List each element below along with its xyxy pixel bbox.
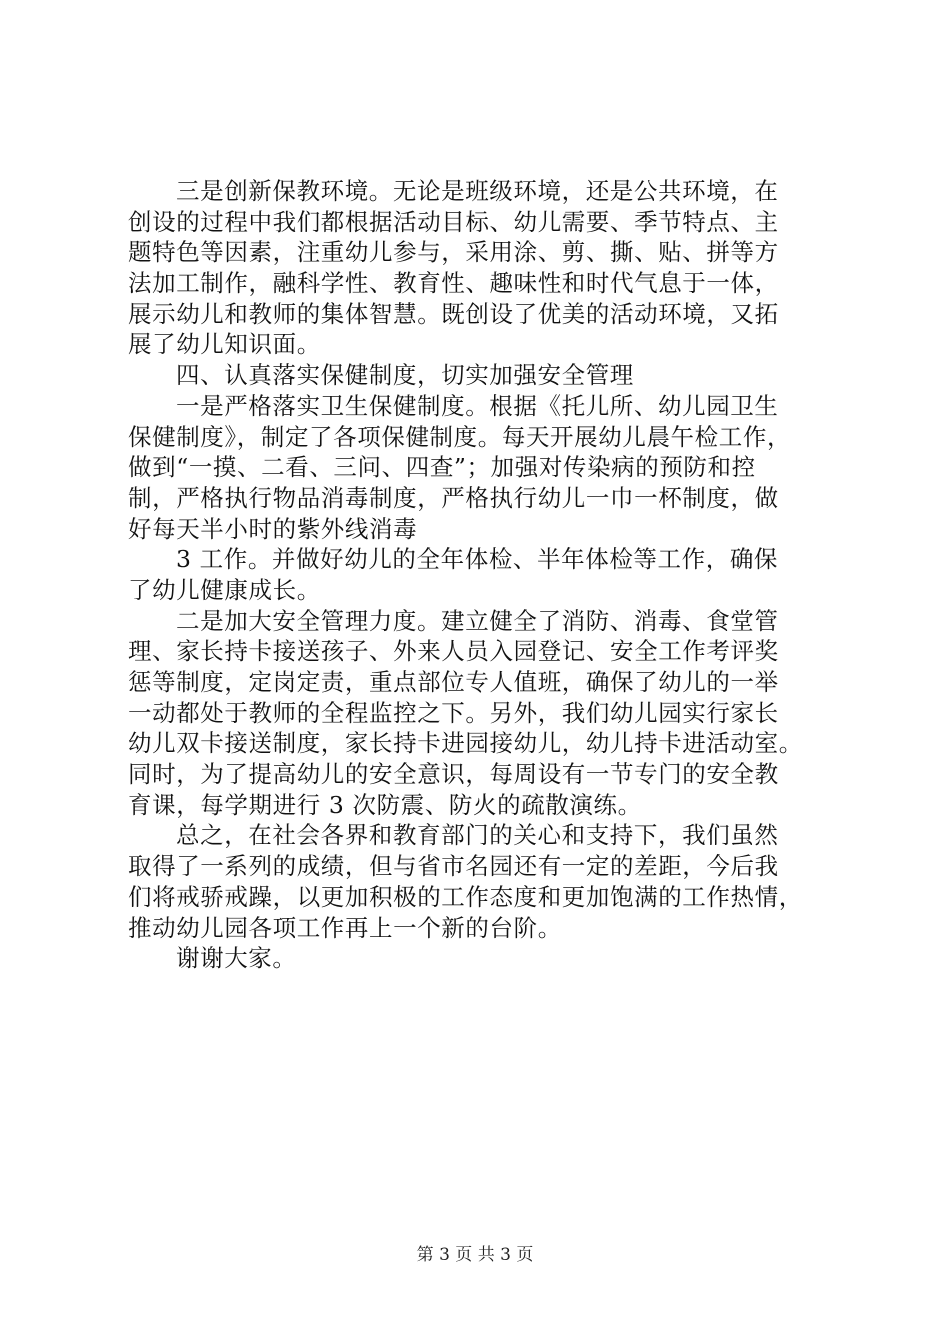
page-number-footer: 第 3 页 共 3 页 — [416, 1245, 534, 1265]
paragraph-line: 题特色等因素，注重幼儿参与，采用涂、剪、撕、贴、拼等方 — [128, 238, 779, 267]
paragraph-line: 法加工制作，融科学性、教育性、趣味性和时代气息于一体， — [128, 269, 779, 298]
document-body — [128, 176, 838, 974]
paragraph-line: 了幼儿健康成长。 — [128, 575, 321, 604]
paragraph-line: 取得了一系列的成绩，但与省市名园还有一定的差距，今后我 — [128, 852, 779, 881]
paragraph-line: 保健制度》，制定了各项保健制度。每天开展幼儿晨午检工作， — [128, 422, 792, 451]
paragraph-line: 3 工作。并做好幼儿的全年体检、半年体检等工作，确保 — [176, 545, 779, 574]
paragraph-line: 一动都处于教师的全程监控之下。另外，我们幼儿园实行家长 — [128, 698, 779, 727]
paragraph-line: 一是严格落实卫生保健制度。根据《托儿所、幼儿园卫生 — [176, 391, 779, 420]
paragraph-line: 总之，在社会各界和教育部门的关心和支持下，我们虽然 — [176, 821, 779, 850]
paragraph-line: 同时，为了提高幼儿的安全意识，每周设有一节专门的安全教 — [128, 760, 779, 789]
paragraph-line: 们将戒骄戒躁，以更加积极的工作态度和更加饱满的工作热情， — [128, 882, 803, 911]
paragraph-line: 理、家长持卡接送孩子、外来人员入园登记、安全工作考评奖 — [128, 637, 779, 666]
paragraph-line: 育课，每学期进行 3 次防震、防火的疏散演练。 — [128, 790, 642, 819]
section-heading: 四、认真落实保健制度，切实加强安全管理 — [176, 361, 634, 390]
paragraph-line: 三是创新保教环境。无论是班级环境，还是公共环境，在 — [176, 177, 779, 205]
paragraph-line: 二是加大安全管理力度。建立健全了消防、消毒、食堂管 — [176, 606, 779, 635]
paragraph-line: 创设的过程中我们都根据活动目标、幼儿需要、季节特点、主 — [128, 207, 779, 236]
paragraph-line: 推动幼儿园各项工作再上一个新的台阶。 — [128, 913, 562, 942]
closing-line: 谢谢大家。 — [176, 944, 297, 973]
paragraph-line: 制，严格执行物品消毒制度，严格执行幼儿一巾一杯制度，做 — [128, 483, 779, 512]
paragraph-line: 展了幼儿知识面。 — [128, 330, 321, 359]
paragraph-line: 惩等制度，定岗定责，重点部位专人值班，确保了幼儿的一举 — [128, 668, 779, 696]
paragraph-line: 幼儿双卡接送制度，家长持卡进园接幼儿，幼儿持卡进活动室。 — [128, 729, 803, 758]
paragraph-line: 做到“一摸、二看、三问、四查”；加强对传染病的预防和控 — [128, 453, 756, 482]
paragraph-line: 好每天半小时的紫外线消毒 — [128, 514, 418, 543]
paragraph-line: 展示幼儿和教师的集体智慧。既创设了优美的活动环境，又拓 — [128, 299, 779, 328]
